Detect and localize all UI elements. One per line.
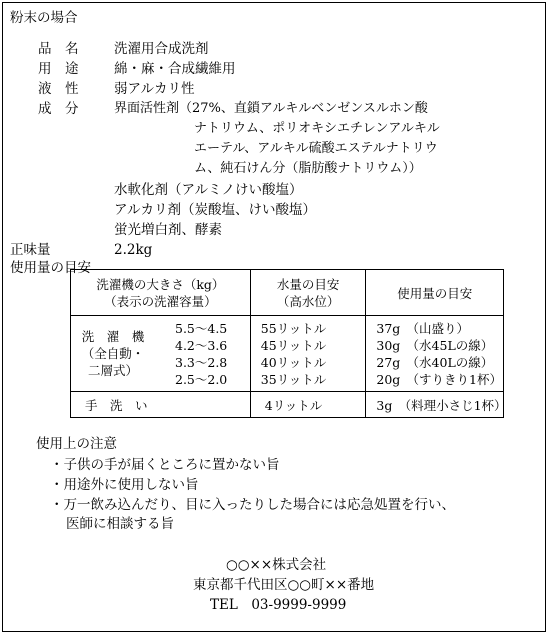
ingredient-item: 水軟化剤（アルミノけい酸塩）	[114, 182, 303, 198]
header-text: （表示の洗濯容量）	[104, 293, 217, 309]
table-row-machine	[71, 316, 504, 392]
notes-title: 使用上の注意	[36, 436, 117, 452]
note-item: ・万一飲み込んだり、目に入ったりした場合には応急処置を行い、	[50, 497, 455, 513]
water-value: 45リットル	[260, 337, 327, 353]
water-value: 40リットル	[260, 354, 327, 370]
spec-value-ph: 弱アルカリ性	[114, 81, 195, 97]
header-amount: 使用量の目安	[366, 270, 504, 316]
size-value: 4.2〜3.6	[175, 337, 228, 353]
spec-label-use: 用 途	[38, 61, 79, 77]
table-row-hand	[71, 392, 504, 418]
spec-label-ph: 液 性	[38, 81, 79, 97]
header-machine-size	[71, 270, 251, 316]
amount-value: 37g （山盛り）	[376, 320, 470, 336]
header-text: 洗濯機の大きさ（kg）	[96, 276, 225, 292]
note-item-cont: 医師に相談する旨	[66, 516, 174, 532]
machine-label	[71, 328, 155, 379]
machine-label-line: 洗 濯 機	[81, 329, 145, 344]
size-value: 3.3〜2.8	[175, 354, 228, 370]
table-header-row	[71, 270, 504, 316]
spec-label-ingredients: 成 分	[38, 101, 79, 117]
machine-sizes	[155, 320, 227, 388]
spec-value-product: 洗濯用合成洗剤	[114, 41, 209, 57]
amount-value: 20g （すりきり1杯）	[376, 371, 503, 387]
note-item: ・用途外に使用しない旨	[50, 477, 199, 493]
ingredient-item: 蛍光増白剤、酵素	[114, 222, 222, 238]
hand-water: 4リットル	[250, 392, 366, 418]
amount-value: 27g （水40Lの線）	[376, 354, 494, 370]
net-weight-label: 正味量	[10, 242, 51, 258]
note-item: ・子供の手が届くところに置かない旨	[50, 457, 280, 473]
ingredient-item: アルカリ剤（炭酸塩、けい酸塩）	[114, 202, 316, 218]
spec-label-product: 品 名	[38, 41, 79, 57]
size-value: 2.5〜2.0	[175, 371, 228, 387]
hand-label: 手 洗 い	[71, 392, 251, 418]
header-text: 水量の目安	[276, 276, 340, 292]
water-value: 35リットル	[260, 371, 327, 387]
net-weight-value: 2.2kg	[114, 242, 153, 258]
machine-label-line: 二層式）	[87, 363, 138, 378]
usage-title: 使用量の目安	[10, 260, 91, 276]
company-tel: TEL 03-9999-9999	[210, 597, 347, 613]
spec-value-use: 綿・麻・合成繊維用	[114, 61, 236, 77]
machine-label-line: （全自動・	[81, 346, 145, 361]
company-address: 東京都千代田区○○町××番地	[193, 577, 375, 593]
ingredient-line: エーテル、アルキル硫酸エステルナトリウ	[194, 141, 438, 156]
usage-table	[70, 269, 507, 418]
amount-value: 30g （水45Lの線）	[376, 337, 494, 353]
water-cell	[250, 316, 366, 392]
hand-amount: 3g （料理小さじ1杯）	[366, 392, 504, 418]
heading: 粉末の場合	[10, 10, 78, 26]
spec-value-ingredients: 界面活性剤（27%、直鎖アルキルベンゼンスルホン酸	[114, 101, 428, 116]
water-value: 55リットル	[260, 320, 327, 336]
ingredient-line: ナトリウム、ポリオキシエチレンアルキル	[194, 121, 440, 136]
header-water	[250, 270, 366, 316]
amount-cell	[366, 316, 504, 392]
company-name: ○○××株式会社	[226, 557, 327, 573]
header-text: （高水位）	[276, 293, 340, 309]
ingredient-line: ム、純石けん分（脂肪酸ナトリウム））	[194, 161, 422, 176]
machine-cell	[71, 316, 251, 392]
size-value: 5.5〜4.5	[175, 320, 228, 336]
